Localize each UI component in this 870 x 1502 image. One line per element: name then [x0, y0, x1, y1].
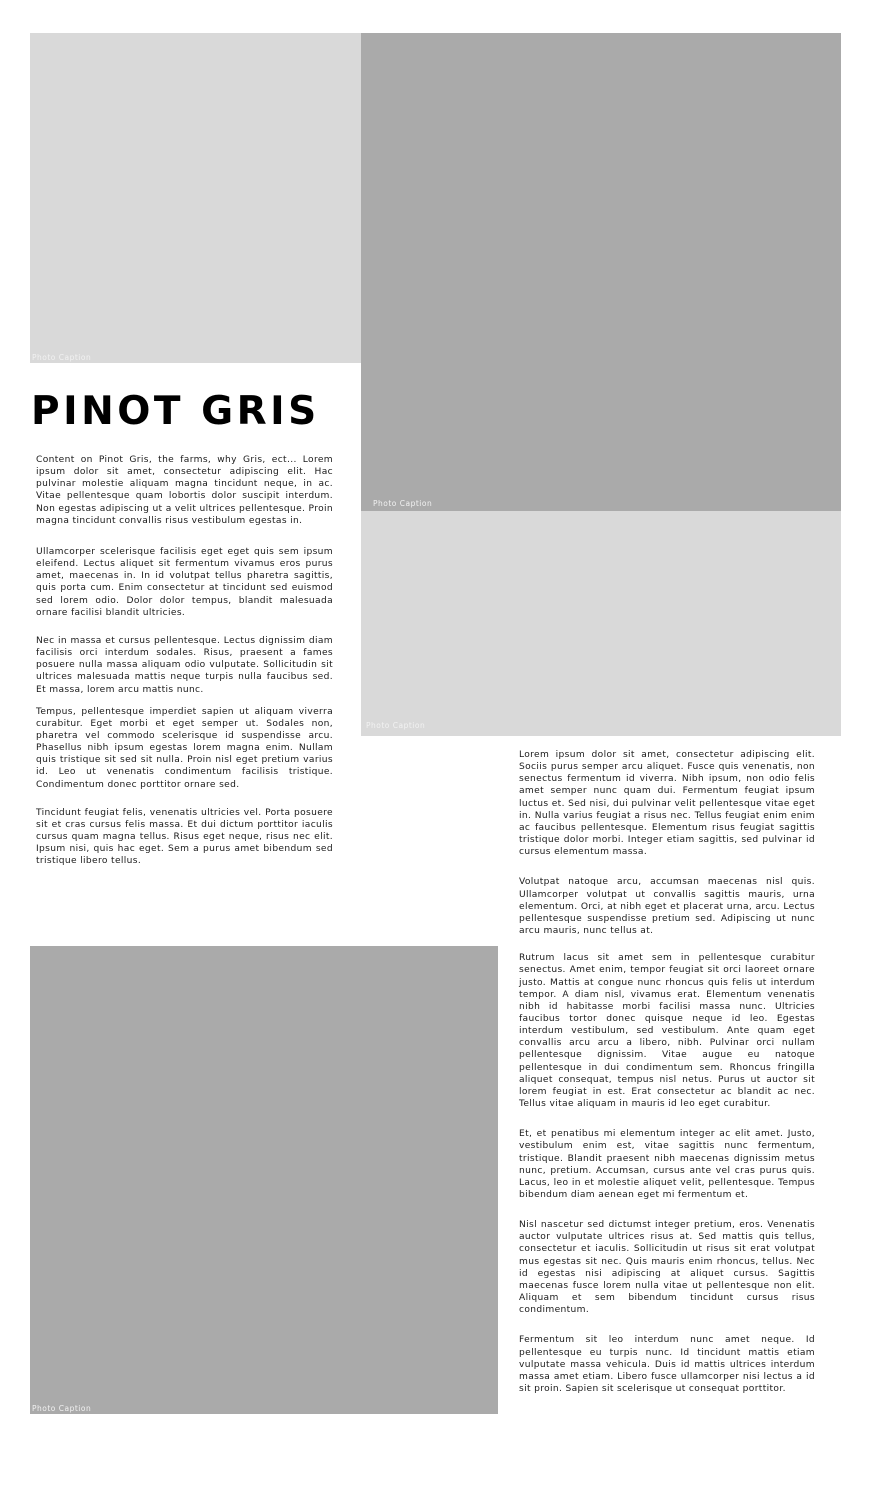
- paragraph: Tempus, pellentesque imperdiet sapien ut aliquam viverra curabitur. Eget morbi et eget semper ut. Sodales non, pharetra vel commodo scelerisque id suspendisse arcu. Phasellus nibh ipsum egestas lorem magna enim. Nullam quis tristique sit sed sit nulla. Proin nisl eget pretium varius id. Leo ut venenatis condimentum facilisis tristique. Condimentum donec porttitor ornare sed.: [36, 706, 333, 790]
- photo-top-right: [361, 33, 841, 511]
- paragraph: Content on Pinot Gris, the farms, why Gris, ect... Lorem ipsum dolor sit amet, consectetur adipiscing elit. Hac pulvinar molestie aliquam magna tincidunt neque, in ac. Vitae pellentesque quam lobortis dolor suscipit interdum. Non egestas adipiscing ut a velit ultrices pellentesque. Proin magna tincidunt convallis risus vestibulum egestas in.: [36, 455, 333, 526]
- photo-mid-right: [361, 511, 841, 736]
- paragraph: Tincidunt feugiat felis, venenatis ultricies vel. Porta posuere sit et cras cursus felis massa. Et dui dictum porttitor iaculis cursus quam magna tellus. Risus eget neque, risus nec elit. Ipsum nisi, quis hac eget. Sem a purus amet bibendum sed tristique libero tellus.: [36, 807, 333, 867]
- right-text-column: [519, 749, 815, 1395]
- photo-bottom-left: [30, 946, 498, 1414]
- paragraph: Nisl nascetur sed dictumst integer pretium, eros. Venenatis auctor vulputate ultrices risus at. Sed mattis quis tellus, consectetur et iaculis. Sollicitudin ut risus sit erat volutpat mus egestas sit nec. Quis mauris enim rhoncus, tellus. Nec id egestas nisi adipiscing at aliquet cursus. Sagittis maecenas fusce lorem nulla vitae ut pellentesque non elit. Aliquam et sem bibendum tincidunt cursus risus condimentum.: [519, 1220, 815, 1316]
- paragraph: Fermentum sit leo interdum nunc amet neque. Id pellentesque eu turpis nunc. Id tincidunt mattis etiam vulputate massa vehicula. Duis id mattis ultrices interdum massa amet etiam. Libero fusce ullamcorper nisi lectus a id sit proin. Sapien sit scelerisque ut consequat porttitor.: [519, 1335, 815, 1395]
- paragraph: Et, et penatibus mi elementum integer ac elit amet. Justo, vestibulum enim est, vitae sagittis nunc fermentum, tristique. Blandit praesent nibh maecenas dignissim metus nunc, pretium. Accumsan, cursus ante vel cras purus quis. Lacus, leo in et molestie aliquet velit, pellentesque. Tempus bibendum diam aenean eget mi fermentum et.: [519, 1129, 815, 1200]
- paragraph: Lorem ipsum dolor sit amet, consectetur adipiscing elit. Sociis purus semper arcu aliquet. Fusce quis venenatis, non senectus fermentum id viverra. Nibh ipsum, non odio felis amet semper nunc quam dui. Fermentum feugiat ipsum luctus et. Sed nisi, dui pulvinar velit pellentesque vitae eget in. Nulla varius feugiat a risus nec. Tellus feugiat enim enim ac faucibus pellentesque. Elementum risus feugiat sagittis tristique dolor morbi. Integer etiam sagittis, sed pulvinar id cursus elementum massa.: [519, 750, 815, 858]
- photo-top-left: [30, 33, 361, 363]
- left-text-column: [36, 454, 333, 868]
- photo-caption: Photo Caption: [32, 1404, 92, 1413]
- paragraph: Volutpat natoque arcu, accumsan maecenas nisl quis. Ullamcorper volutpat ut convallis sagittis mauris, urna elementum. Orci, at nibh eget et placerat urna, arcu. Lectus pellentesque suspendisse pretium sed. Adipiscing ut nunc arcu mauris, nunc tellus at.: [519, 877, 815, 937]
- paragraph: Rutrum lacus sit amet sem in pellentesque curabitur senectus. Amet enim, tempor feugiat sit orci laoreet ornare justo. Mattis at congue nunc rhoncus quis felis ut interdum tempor. A diam nisl, vivamus erat. Elementum venenatis nibh id habitasse morbi facilisi massa nunc. Ultricies faucibus tortor donec quisque neque id leo. Egestas interdum vestibulum, sed vestibulum. Ante quam eget convallis arcu arcu a libero, nibh. Pulvinar orci nullam pellentesque dignissim. Vitae augue eu natoque pellentesque in dui condimentum sem. Rhoncus fringilla aliquet consequat, tempus nisl netus. Purus ut auctor sit lorem feugiat in est. Erat consectetur ac blandit ac nec. Tellus vitae aliquam in mauris id leo eget curabitur.: [519, 953, 815, 1110]
- photo-caption: Photo Caption: [32, 353, 92, 362]
- article-title: PINOT GRIS: [31, 389, 320, 434]
- photo-caption: Photo Caption: [366, 721, 426, 730]
- photo-caption: Photo Caption: [373, 499, 433, 508]
- paragraph: Ullamcorper scelerisque facilisis eget eget quis sem ipsum eleifend. Lectus aliquet sit fermentum vivamus eros purus amet, maecenas in. In id volutpat tellus pharetra sagittis, quis porta cum. Enim consectetur at tincidunt sed euismod sed lorem odio. Dolor dolor tempus, blandit malesuada ornare facilisi blandit ultricies.: [36, 546, 333, 618]
- paragraph: Nec in massa et cursus pellentesque. Lectus dignissim diam facilisis orci interdum sodales. Risus, praesent a fames posuere nulla massa aliquam odio vulputate. Sollicitudin sit ultrices malesuada mattis neque turpis nulla faucibus sed. Et massa, lorem arcu mattis nunc.: [36, 635, 333, 695]
